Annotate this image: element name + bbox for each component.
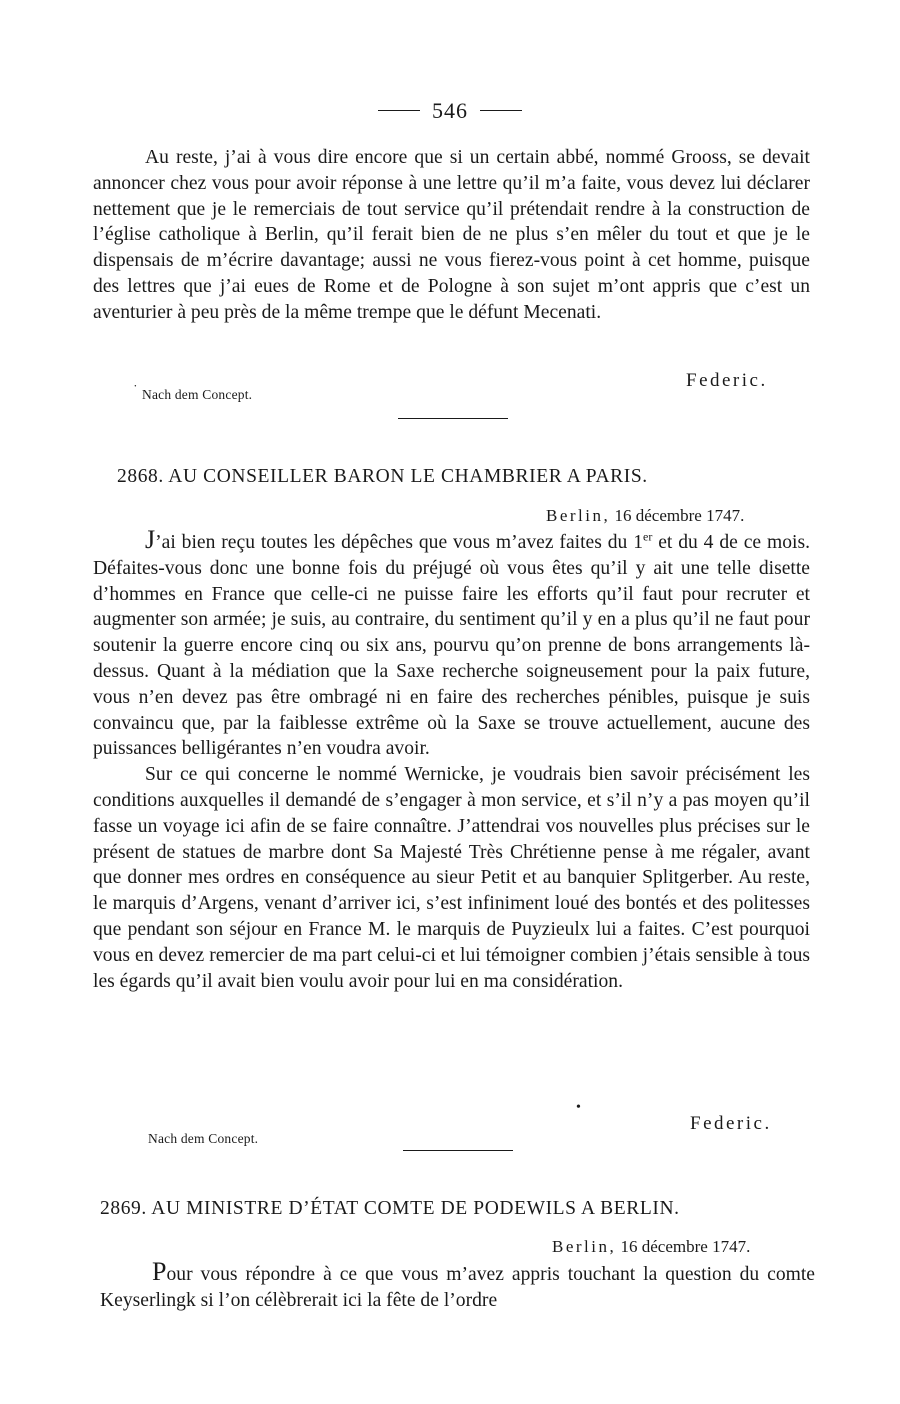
letter-2868-paragraph-1-start: ’ai bien reçu toutes les dépêches que vous m’avez faites du 1 (155, 532, 643, 553)
letter-2869-dropcap: P (152, 1257, 167, 1286)
page-number: 546 (432, 98, 468, 123)
letter-2869-date: 16 décembre 1747. (620, 1237, 751, 1256)
previous-letter-body (93, 145, 810, 326)
page-header (0, 98, 900, 124)
previous-letter-paragraph: Au reste, j’ai à vous dire encore que si un certain abbé, nommé Grooss, se devait annoncer chez vous pour avoir réponse à une lettre qu’il m’a faite, vous devez lui déclarer nettement que je le remerciais de tout service qu’il prétendait rendre à la construction de l’église catholique à Berlin, qu’il ferait bien de ne plus s’en mêler du tout et que je le dispensais de m’écrire davantage; aussi ne vous fierez-vous point à cet homme, puisque des lettres que j’ai eues de Rome et de Pologne à son sujet m’ont appris que c’est un aventurier à peu près de la même trempe que le défunt Mecenati. (93, 147, 810, 323)
previous-letter-signature: Federic. (686, 370, 768, 391)
letter-2869-paragraph-1 (100, 1257, 815, 1314)
header-dash-left (378, 110, 420, 111)
section-divider-2 (403, 1150, 513, 1151)
letter-2869-paragraph-1-rest: our vous répondre à ce que vous m’avez appris touchant la question du comte Keyserlingk si l’on célèbrerait ici la fête de l’ordre (100, 1264, 815, 1311)
letter-2869-heading: 2869. AU MINISTRE D’ÉTAT COMTE DE PODEWILS A BERLIN. (100, 1198, 680, 1219)
letter-2869-dateline (552, 1237, 750, 1257)
letter-2868-paragraph-1 (93, 525, 810, 762)
letter-2868-paragraph-2: Sur ce qui concerne le nommé Wernicke, je voudrais bien savoir précisément les conditions auxquelles il demandé de s’engager à mon service, et s’il n’y a pas moyen qu’il fasse un voyage ici afin de se faire connaître. J’attendrai vos nouvelles plus précises sur le présent de statues de marbre dont Sa Majesté Très Chrétienne pense à me régaler, avant que donner mes ordres en conséquence au sieur Petit et au banquier Splitgerber. Au reste, le marquis d’Argens, venant d’arriver ici, s’est infiniment loué des bontés et des politesses que pendant son séjour en France M. le marquis de Puyzieulx lui a faites. C’est pourquoi vous en devez remercier de ma part celui-ci et lui témoigner combien j’étais sensible à tous les égards qu’il avait bien voulu avoir pour lui en ma considération. (93, 764, 810, 992)
letter-2868-date: 16 décembre 1747. (614, 506, 745, 525)
letter-2868-paragraph-1-rest: et du 4 de ce mois. Défaites-vous donc une bonne fois du préjugé où vous êtes qu’il y ait une telle disette d’hommes en France que celle-ci ne puisse faire les efforts qu’il faut pour recruter et augmenter son armée; je suis, au contraire, du sentiment qu’il y en a plus qu’il ne faut pour soutenir la guerre encore cinq ou six ans, pourvu qu’on prenne de bons arrangements là-dessus. Quant à la médiation que la Saxe recherche soigneusement pour la paix future, vous n’en devez pas être ombragé ni en faire des recherches pénibles, puisque je suis convaincu que, par la faiblesse extrême où la Saxe se trouve actuellement, aucune des puissances belligérantes n’en voudra avoir. (93, 532, 810, 760)
letter-2868-dateline (546, 506, 744, 526)
letter-2868-body (93, 525, 810, 994)
previous-letter-source-note: Nach dem Concept. (142, 387, 253, 402)
letter-2868-date-place: Berlin, (546, 506, 611, 525)
stray-dot-mark: • (576, 1100, 581, 1115)
letter-2868-dropcap: J (145, 525, 156, 554)
letter-2868-superscript: er (643, 529, 653, 544)
letter-2868-source-note: Nach dem Concept. (148, 1131, 259, 1146)
letter-2868-signature: Federic. (690, 1113, 772, 1134)
letter-2869-date-place: Berlin, (552, 1237, 617, 1256)
header-dash-right (480, 110, 522, 111)
section-divider-1 (398, 418, 508, 419)
letter-2868-heading: 2868. AU CONSEILLER BARON LE CHAMBRIER A PARIS. (117, 466, 648, 487)
source-asterisk-mark: ˙ (133, 383, 138, 398)
letter-2869-body (100, 1257, 815, 1314)
